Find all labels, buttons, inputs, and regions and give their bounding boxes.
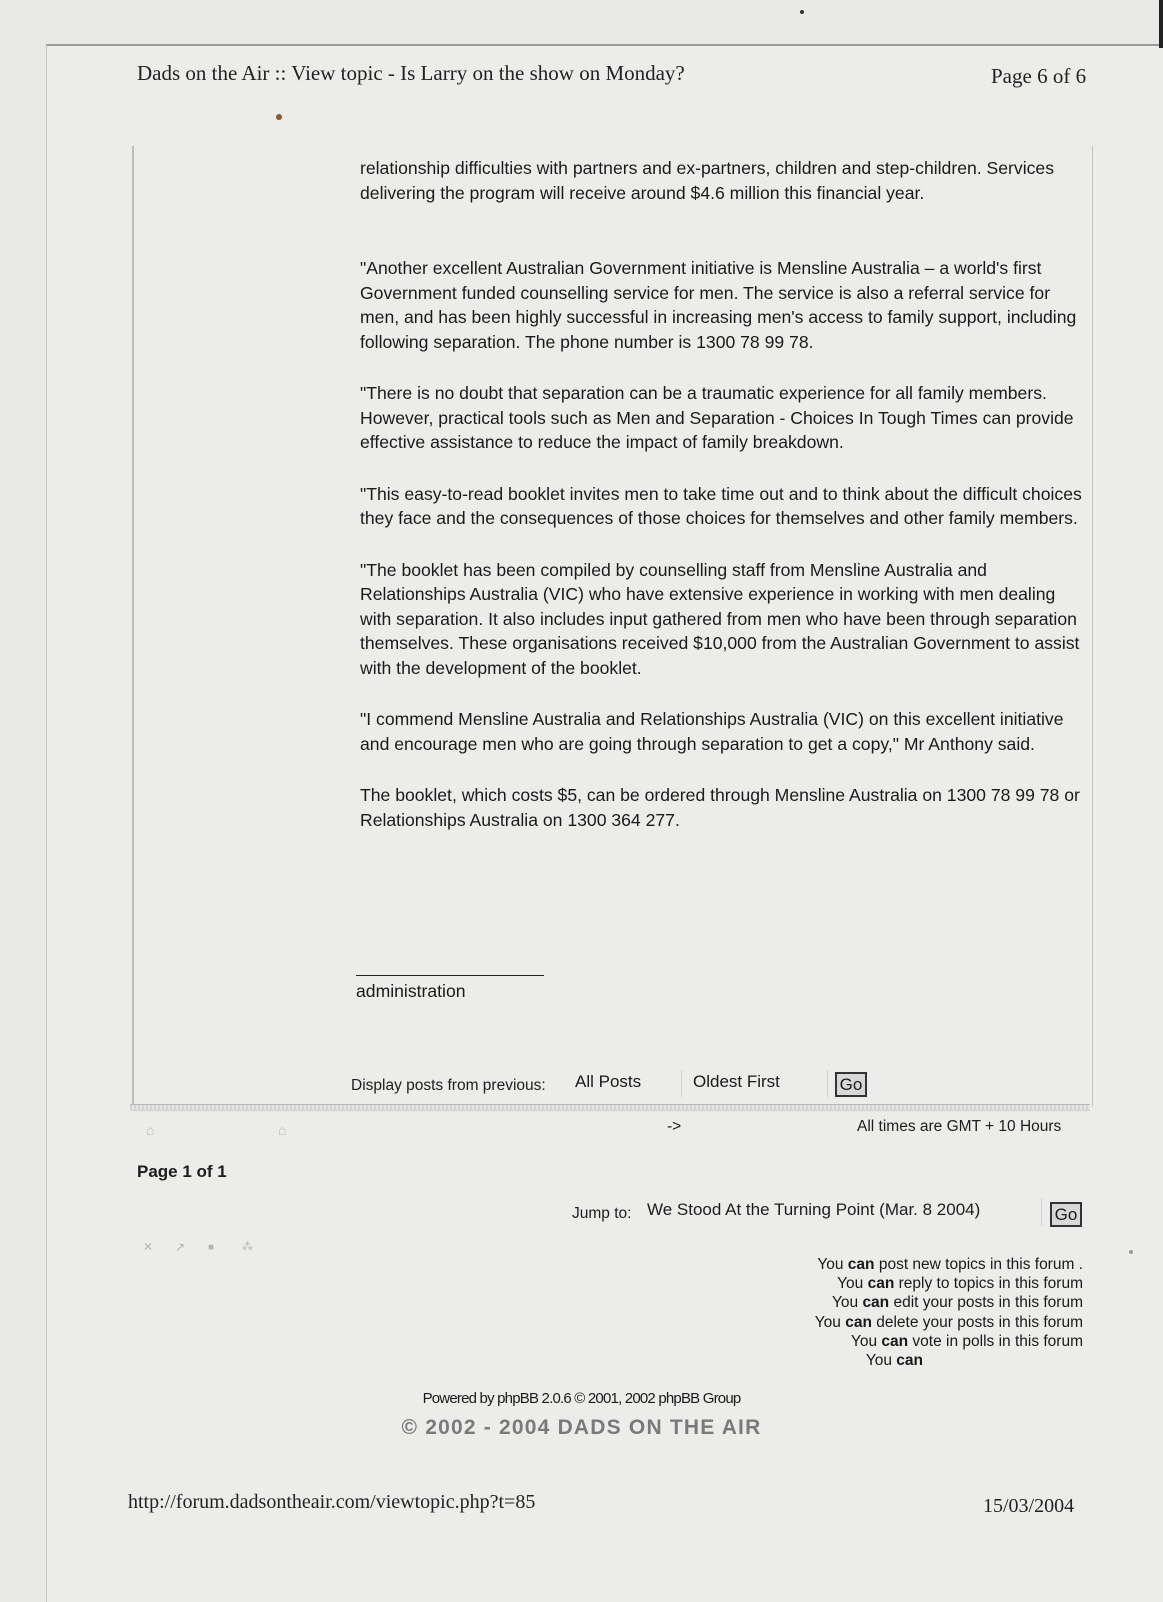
paper-edge-shadow [1159,0,1163,48]
post-container-bottom-border [130,1104,1090,1111]
forum-permissions [815,1255,1083,1370]
post-paragraph: "Another excellent Australian Government initiative is Mensline Australia – a world's first Government funded counselling service for men. The service is also a referral service for men, and has been highly successful in increasing men's access to family support, including following separation. The phone number is 1300 78 99 78. [360,258,1077,352]
scan-speck [1129,1250,1133,1254]
signature-divider [356,975,544,976]
print-header-page-indicator: Page 6 of 6 [991,64,1087,88]
posts-range-select[interactable]: All Posts [570,1070,682,1097]
display-go-button[interactable]: Go [835,1072,867,1097]
nav-arrow[interactable]: -> [667,1118,682,1135]
jump-go-button[interactable]: Go [1050,1202,1082,1227]
post-paragraph: "I commend Mensline Australia and Relationships Australia (VIC) on this excellent initiative and encourage men who are going through separation to get a copy," Mr Anthony said. [360,709,1064,754]
post-body [360,156,1090,859]
permission-line: You can vote in polls in this forum [850,1332,1083,1350]
close-icon: ✕ [143,1240,154,1254]
faint-post-icon: ⌂ [146,1122,155,1138]
print-footer-url: http://forum.dadsontheair.com/viewtopic.php?t=85 [128,1491,536,1513]
permission-line: You can edit your posts in this forum [831,1294,1083,1312]
permission-line: You can delete your posts in this forum [814,1313,1083,1331]
display-posts-label: Display posts from previous: [351,1077,546,1094]
site-copyright: © 2002 - 2004 DADS ON THE AIR [401,1416,762,1439]
timezone-note: All times are GMT + 10 Hours [857,1118,1062,1135]
jump-to-label: Jump to: [572,1205,632,1222]
permission-line: You can [865,1352,923,1370]
permission-line: You can reply to topics in this forum [837,1275,1083,1293]
jump-to-select[interactable]: We Stood At the Turning Point (Mar. 8 2004) [642,1198,1042,1226]
page-count: Page 1 of 1 [137,1162,227,1181]
scan-speck [800,10,804,14]
faint-reply-icon: ⌂ [278,1122,287,1138]
post-paragraph: "The booklet has been compiled by counselling staff from Mensline Australia and Relationships Australia (VIC) who have extensive experience in working with men dealing with separation. It also includes input gathered from men who have been through separation themselves. These organisations received $10,000 from the Australian Government to assist with the development of the booklet. [360,559,1080,678]
print-footer-date: 15/03/2004 [983,1495,1075,1517]
print-header-title: Dads on the Air :: View topic - Is Larry on the show on Monday? [137,61,685,85]
posts-order-select[interactable]: Oldest First [688,1070,828,1097]
square-icon: ■ [208,1242,215,1253]
powered-by: Powered by phpBB 2.0.6 © 2001, 2002 phpBB Group [422,1390,741,1407]
permission-line: You can post new topics in this forum . [817,1256,1083,1273]
scan-speck [276,114,282,120]
post-paragraph: relationship difficulties with partners and ex-partners, children and step-children. Services delivering the program will receive around $4.6 million this financial year. [360,158,1054,203]
post-paragraph: "There is no doubt that separation can be a traumatic experience for all family members. However, practical tools such as Men and Separation - Choices In Tough Times can provide effective assistance to reduce the impact of family breakdown. [360,383,1074,452]
misc-icon: ⁂ [242,1241,253,1253]
post-signature: administration [356,981,466,1001]
post-paragraph: The booklet, which costs $5, can be ordered through Mensline Australia on 1300 78 99 78 or Relationships Australia on 1300 364 277. [360,785,1080,830]
post-paragraph: "This easy-to-read booklet invites men to take time out and to think about the difficult choices they face and the consequences of those choices for themselves and other family members. [360,483,1082,528]
arrow-icon: ↗ [175,1240,186,1254]
